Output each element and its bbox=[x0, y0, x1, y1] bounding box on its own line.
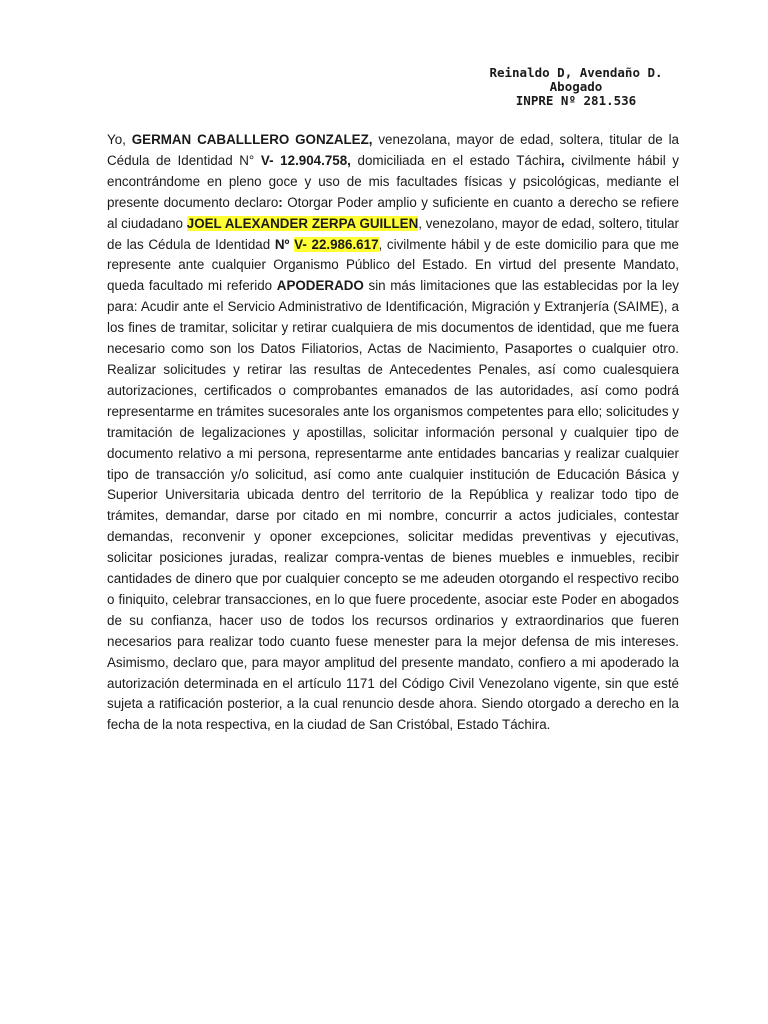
lawyer-name: Reinaldo D, Avendaño D. bbox=[489, 65, 663, 80]
lawyer-title: Abogado bbox=[549, 79, 603, 94]
bold-comma: , bbox=[560, 152, 565, 168]
attorney-id-highlighted: V- 22.986.617 bbox=[294, 236, 379, 252]
id-number-label: Nº bbox=[274, 236, 290, 252]
letterhead bbox=[460, 66, 692, 108]
text-segment: civilmente hábil y encontrándome en pleno goce y uso de mis facultades físicas y psicológicas, mediante el presente documento declaro bbox=[107, 152, 679, 210]
text-segment: , civilmente hábil y de este domicilio para que me represente ante cualquier Organismo Público del Estado. En virtud del presente Mandato, queda facultado mi referido bbox=[107, 236, 679, 294]
text-segment: , venezolano, mayor de edad, soltero, titular de las Cédula de Identidad bbox=[107, 215, 679, 252]
grantor-id-number: V- 12.904.758, bbox=[260, 152, 351, 168]
bold-colon: : bbox=[278, 194, 283, 210]
apoderado-term: APODERADO bbox=[276, 278, 364, 294]
text-segment: domiciliada en el estado Táchira bbox=[350, 152, 561, 168]
inpre-number: INPRE Nº 281.536 bbox=[515, 93, 637, 108]
attorney-name-highlighted: JOEL ALEXANDER ZERPA GUILLEN bbox=[186, 215, 419, 231]
power-of-attorney-paragraph bbox=[107, 130, 679, 736]
grantor-name: GERMAN CABALLLERO GONZALEZ, bbox=[131, 132, 373, 147]
text-segment: Otorgar Poder amplio y suficiente en cuanto a derecho se refiere al ciudadano bbox=[107, 194, 679, 231]
text-segment: Yo, bbox=[107, 132, 132, 147]
text-segment: sin más limitaciones que las establecidas por la ley para: Acudir ante el Servicio Administrativo de Identificación, Migración y Extranjería (SAIME), a los fines de tramitar, solicitar y retirar cualquiera de mis documentos de identidad, que me fuera necesario como son los Datos Filiatorios, Actas de Nacimiento, Pasaportes o cualquier otro. Realizar solicitudes y retirar las resultas de Antecedentes Penales, así como cualesquiera autorizaciones, certificados o comprobantes emanados de las autoridades, así como podrá representarme en trámites sucesorales ante los organismos competentes para ello; solicitudes y tramitación de legalizaciones y apostillas, solicitar información personal y cualquier tipo de documento relativo a mi persona, representarme ante entidades bancarias y realizar cualquier tipo de transacción y/o solicitud, así como ante cualquier institución de Educación Básica y Superior Universitaria ubicada dentro del territorio de la República y realizar todo tipo de trámites, demandar, darse por citado en mi nombre, concurrir a actos judiciales, contestar demandas, reconvenir y oponer excepciones, solicitar medidas preventivas y ejecutivas, solicitar posiciones juradas, realizar compra-ventas de bienes muebles e inmuebles, recibir cantidades de dinero que por cualquier concepto se me adeuden otorgando el respectivo recibo o finiquito, celebrar transacciones, en lo que fuere procedente, asociar este Poder en abogados de su confianza, hacer uso de todos los recursos ordinarios y extraordinarios que fueren necesarios para realizar todo cuanto fuese menester para la mejor defensa de mis intereses. Asimismo, declaro que, para mayor amplitud del presente mandato, confiero a mi apoderado la autorización determinada en el artículo 1171 del Código Civil Venezolano vigente, sin que esté sujeta a ratificación posterior, a la cual renuncio desde ahora. Siendo otorgado a derecho en la fecha de la nota respectiva, en la ciudad de San Cristóbal, Estado Táchira. bbox=[107, 278, 679, 733]
text-segment: venezolana, mayor de edad, soltera, titular de la Cédula de Identidad N° bbox=[107, 132, 680, 168]
